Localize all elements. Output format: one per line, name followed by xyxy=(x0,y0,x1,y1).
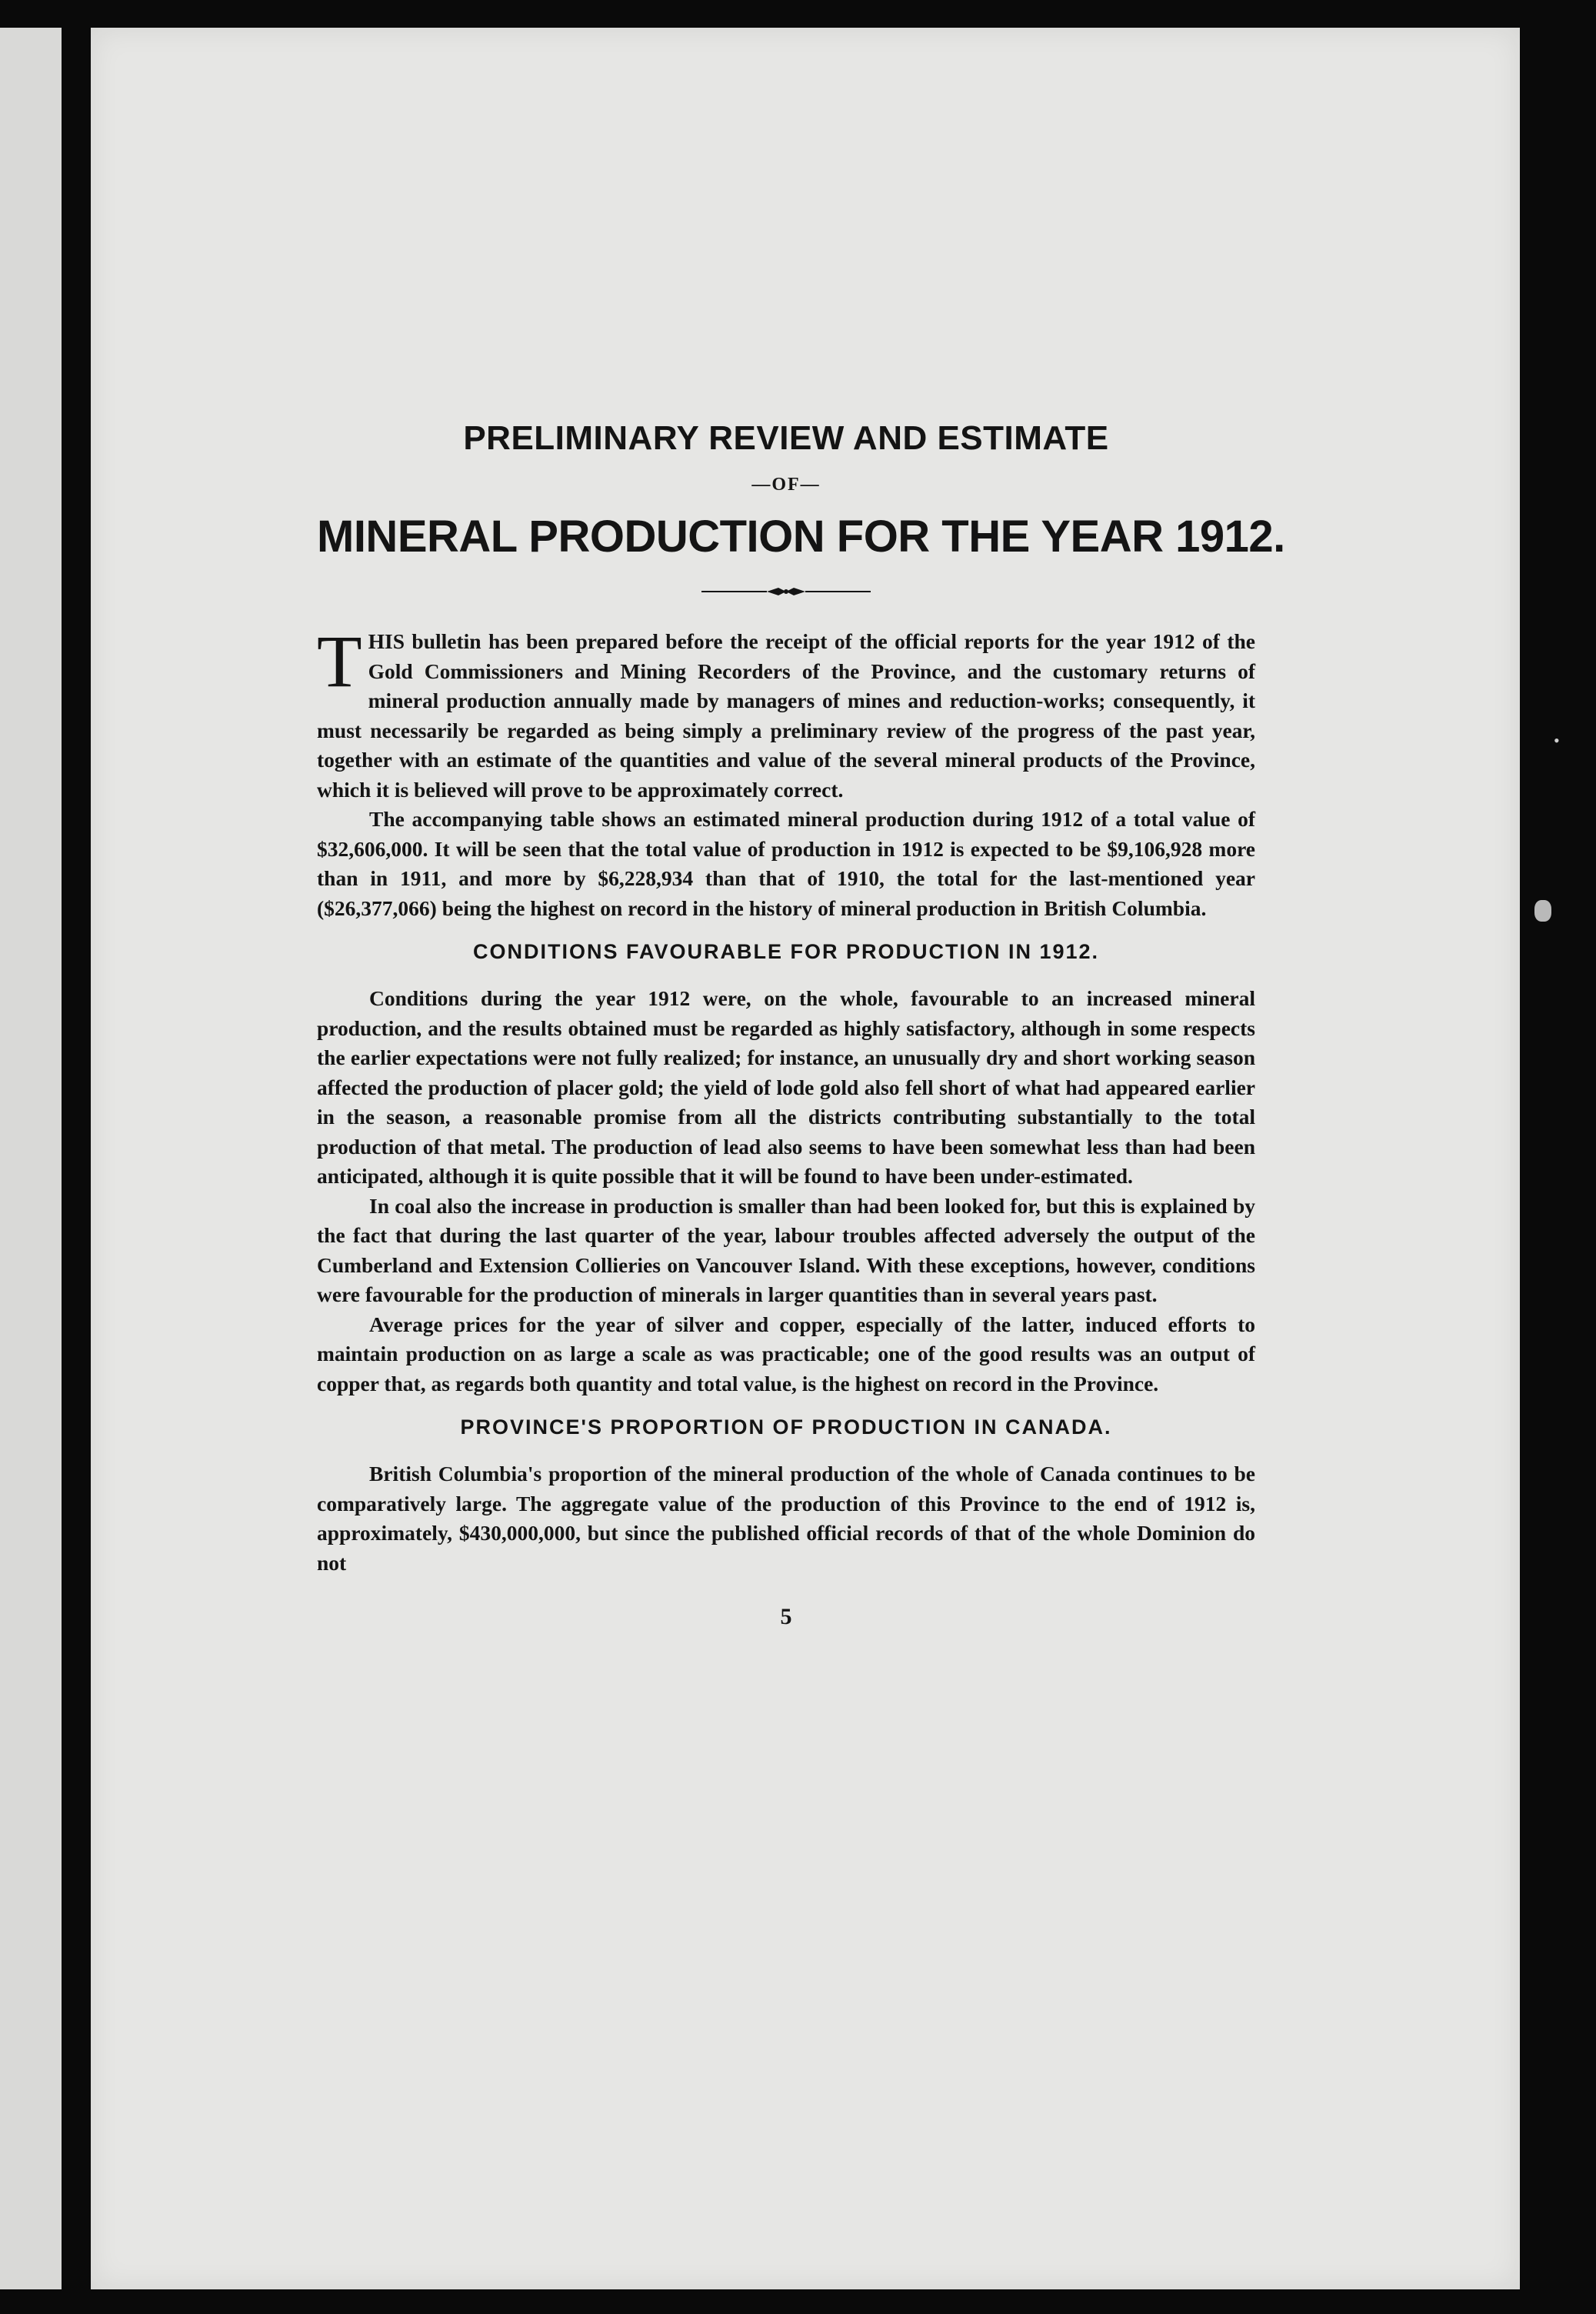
paragraph-intro-text: HIS bulletin has been prepared before the receipt of the official reports for the year 1912 of the Gold Commissioners and Mining Recorders of the Province, and the customary returns of mineral production annually made by managers of mines and reduction-works; consequently, it must necessarily be regarded as being simply a preliminary review of the progress of the past year, together with an estimate of the quantities and value of the several mineral products of the Province, which it is believed will prove to be approximately correct. xyxy=(317,629,1255,802)
paragraph-prices: Average prices for the year of silver and copper, especially of the latter, induced efforts to maintain production on as large a scale as was practicable; one of the good results was an output of copper that, as regards both quantity and total value, is the highest on record in the Province. xyxy=(317,1312,1255,1395)
section-heading-conditions: CONDITIONS FAVOURABLE FOR PRODUCTION IN 1912. xyxy=(472,940,1100,963)
drop-cap: T xyxy=(317,620,362,702)
title-of: —OF— xyxy=(751,475,821,495)
paragraph-coal: In coal also the increase in production is smaller than had been looked for, but this is explained by the fact that during the last quarter of the year, labour troubles affected adversely the output of the Cumberland and Extension Collieries on Vancouver Island. With these exceptions, however, conditions were favourable for the production of minerals in larger quantities than in several years past. xyxy=(317,1193,1255,1306)
paragraph-estimate: The accompanying table shows an estimated mineral production during 1912 of a total value of $32,606,000. It will be seen that the total value of production in 1912 is expected to be $9,106,928 more than in 1911, and more by $6,228,934 than that of 1910, the total for the last-mentioned year ($26,377,066) being the highest on record in the history of mineral production in British Columbia. xyxy=(317,807,1255,920)
scan-speck-icon: • xyxy=(1554,731,1560,750)
page-content xyxy=(317,419,1285,1630)
page-number: 5 xyxy=(780,1604,792,1629)
section-heading-proportion: PROVINCE'S PROPORTION OF PRODUCTION IN CANADA. xyxy=(460,1415,1112,1439)
paragraph-proportion: British Columbia's proportion of the mineral production of the whole of Canada continues to be comparatively large. The aggregate value of the production of this Province to the end of 1912 is, approximately, $430,000,000, but since the published official records of that of the whole Dominion do not xyxy=(317,1462,1255,1575)
title-top: PRELIMINARY REVIEW AND ESTIMATE xyxy=(463,419,1109,457)
title-main: MINERAL PRODUCTION FOR THE YEAR 1912. xyxy=(317,512,1285,562)
ornament-divider-icon xyxy=(701,584,871,599)
scan-artifact-icon xyxy=(478,2216,500,2245)
paragraph-conditions: Conditions during the year 1912 were, on the whole, favourable to an increased mineral production, and the results obtained must be regarded as highly satisfactory, although in some respects the earlier expectations were not fully realized; for instance, an unusually dry and short working season affected the production of placer gold; the yield of lode gold also fell short of what had appeared earlier in the season, a reasonable promise from all the districts contributing substantially to the total production of that metal. The production of lead also seems to have been somewhat less than had been anticipated, although it is quite possible that it will be found to have been under-estimated. xyxy=(317,986,1255,1188)
scan-blot-icon xyxy=(1534,900,1551,922)
paragraph-intro xyxy=(317,620,1255,805)
adjacent-page-edge xyxy=(0,28,62,2289)
